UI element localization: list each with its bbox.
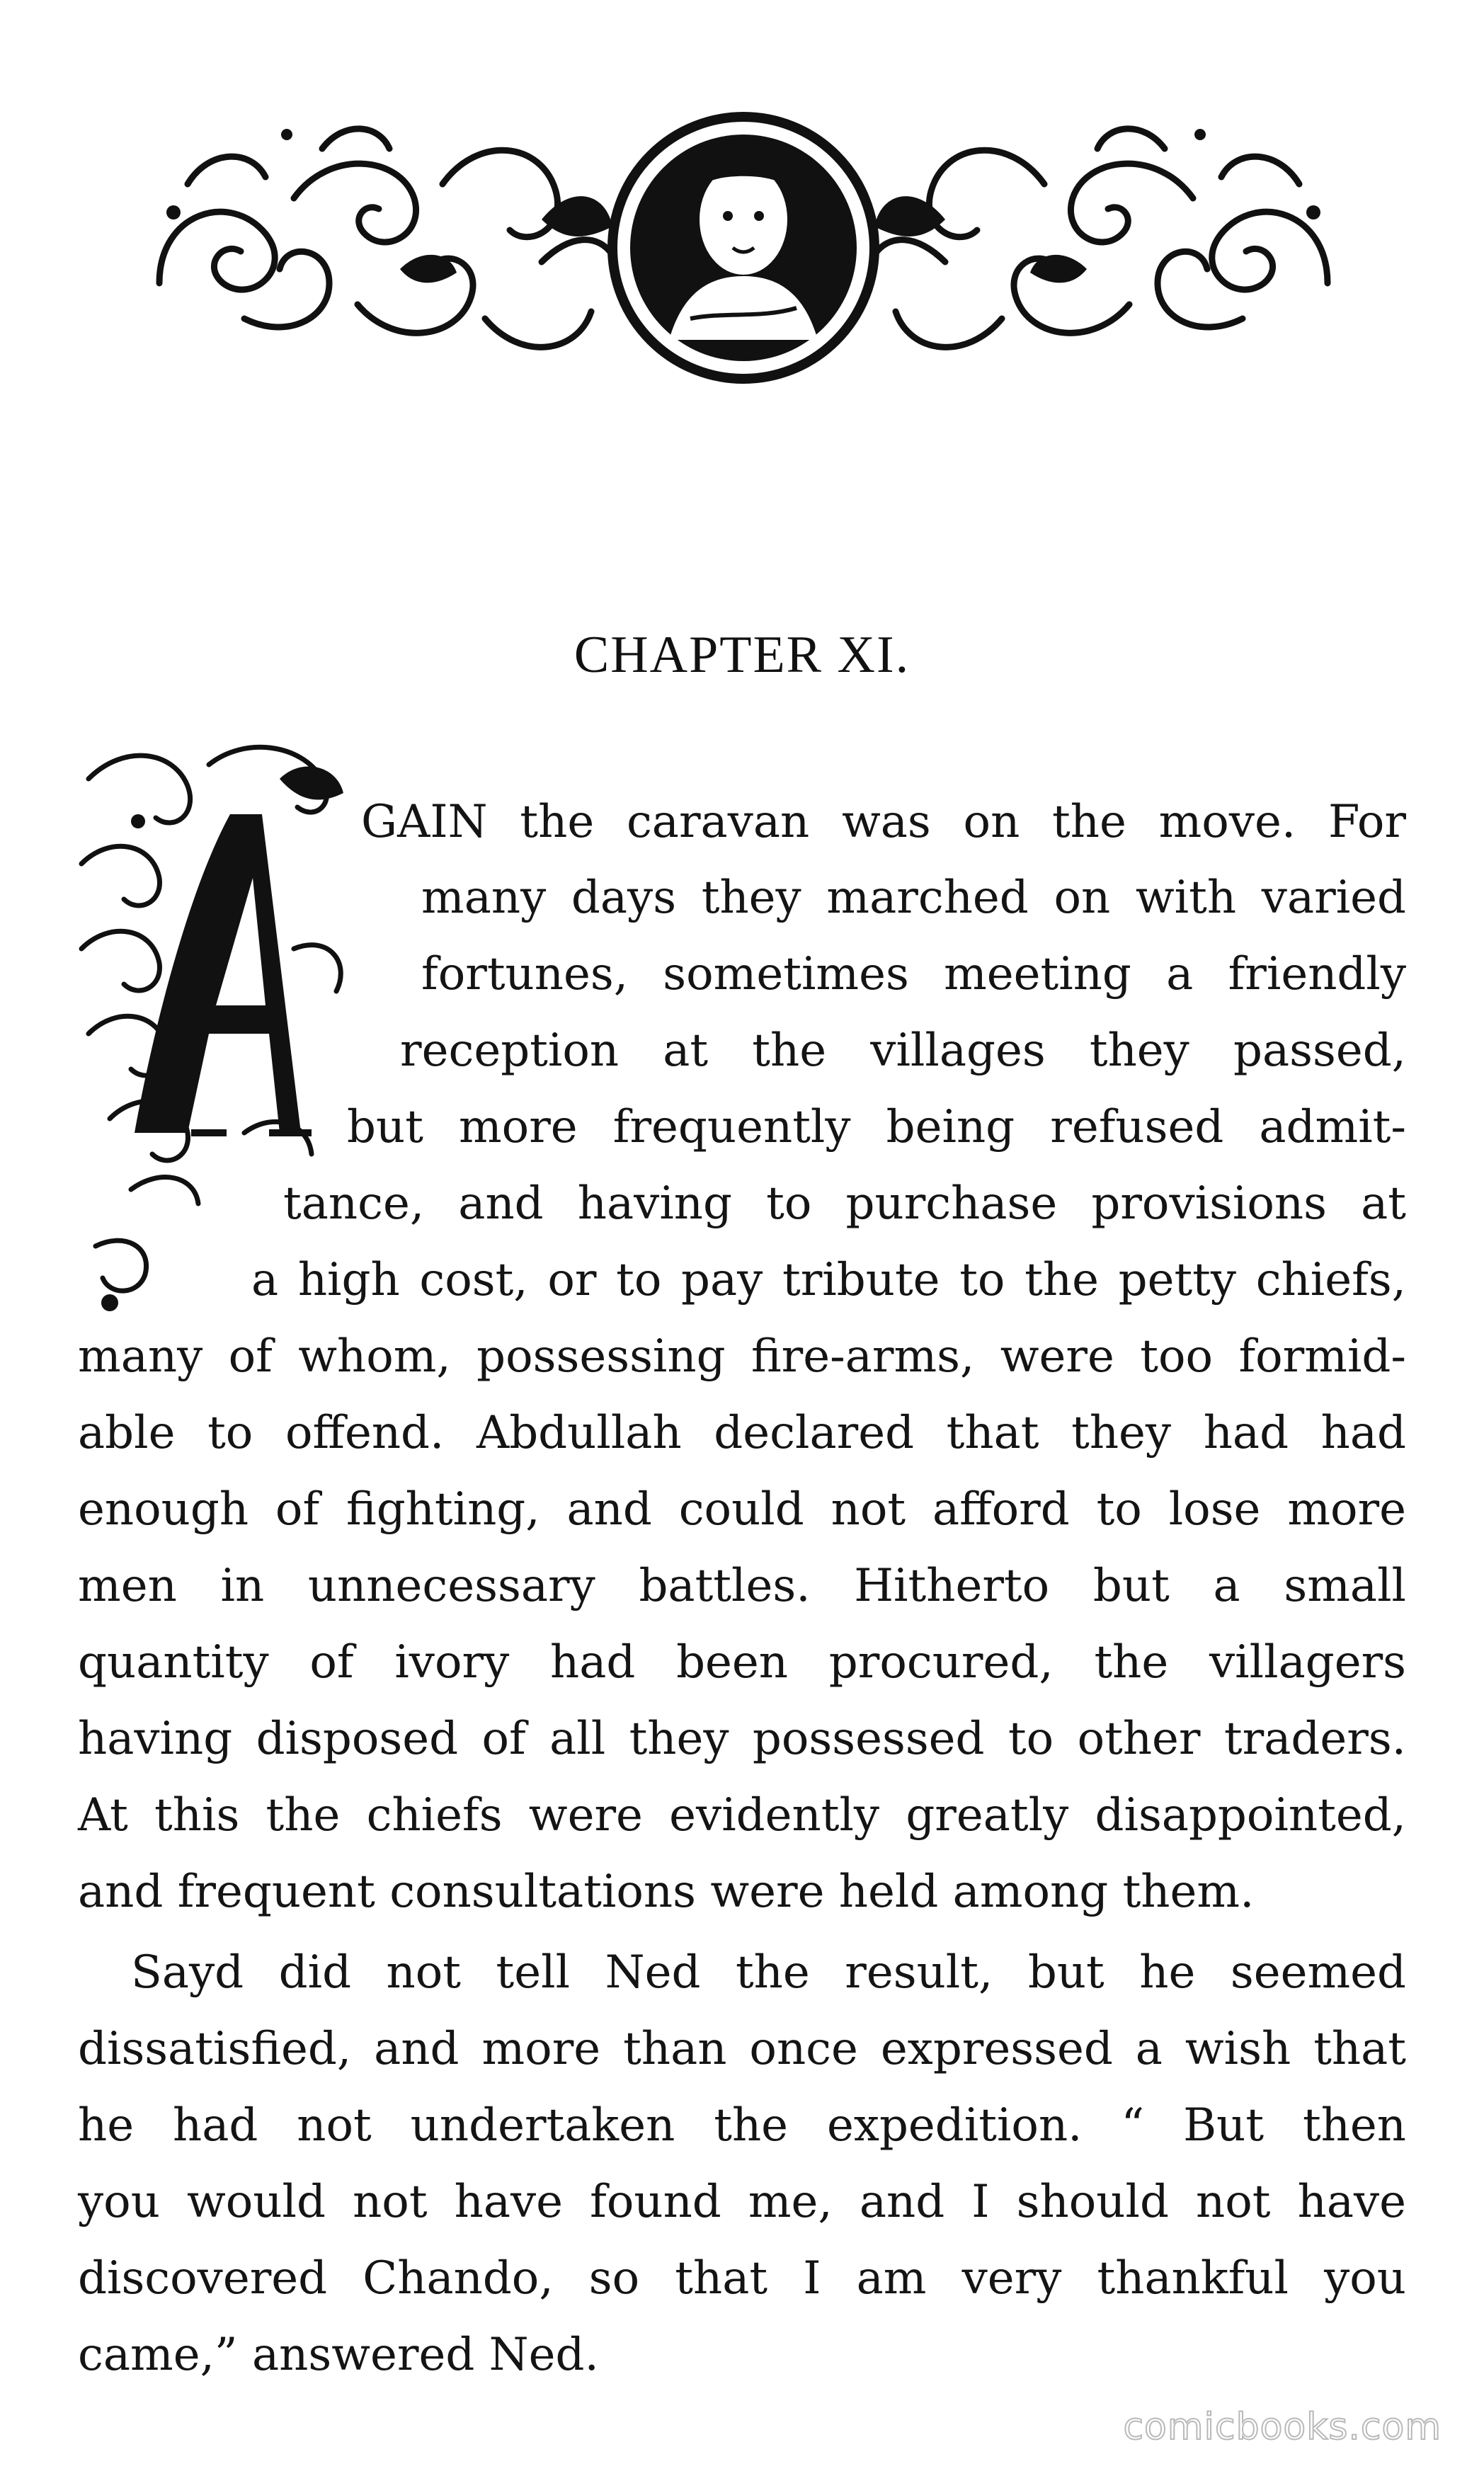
text-line: dissatisfied, and more than once expressed a wish that [78,2023,1406,2075]
text-line: but more frequently being refused admit- [347,1101,1406,1153]
text-line: having disposed of all they possessed to other traders. [78,1713,1406,1765]
text-line: GAIN the caravan was on the move. For [361,796,1406,848]
text-line: came,” answered Ned. [78,2329,599,2381]
text-line: many of whom, possessing fire-arms, were too formid- [78,1330,1406,1383]
text-line: many days they marched on with varied [421,872,1406,924]
text-line: he had not undertaken the expedition. “ But then [78,2099,1406,2152]
text-line: discovered Chando, so that I am very thankful you [78,2252,1406,2305]
text-line: men in unnecessary battles. Hitherto but a small [78,1560,1406,1612]
text-line: and frequent consultations were held among them. [78,1866,1255,1918]
floral-headpiece [145,106,1342,389]
text-line: Sayd did not tell Ned the result, but he seemed [131,1946,1406,1999]
chapter-title: CHAPTER XI. [573,626,911,684]
text-line: At this the chiefs were evidently greatly disappointed, [78,1789,1406,1842]
text-line: you would not have found me, and I should not have [78,2176,1406,2228]
text-line: quantity of ivory had been procured, the villagers [78,1636,1406,1689]
site-watermark: comicbooks.com [1123,2406,1442,2448]
text-line: tance, and having to purchase provisions at [283,1177,1406,1230]
text-line: enough of fighting, and could not afford to lose more [78,1483,1406,1536]
text-line: able to offend. Abdullah declared that they had had [78,1407,1406,1459]
text-line: reception at the villages they passed, [400,1025,1406,1077]
text-line: a high cost, or to pay tribute to the petty chiefs, [251,1254,1406,1306]
text-line: fortunes, sometimes meeting a friendly [421,948,1406,1000]
